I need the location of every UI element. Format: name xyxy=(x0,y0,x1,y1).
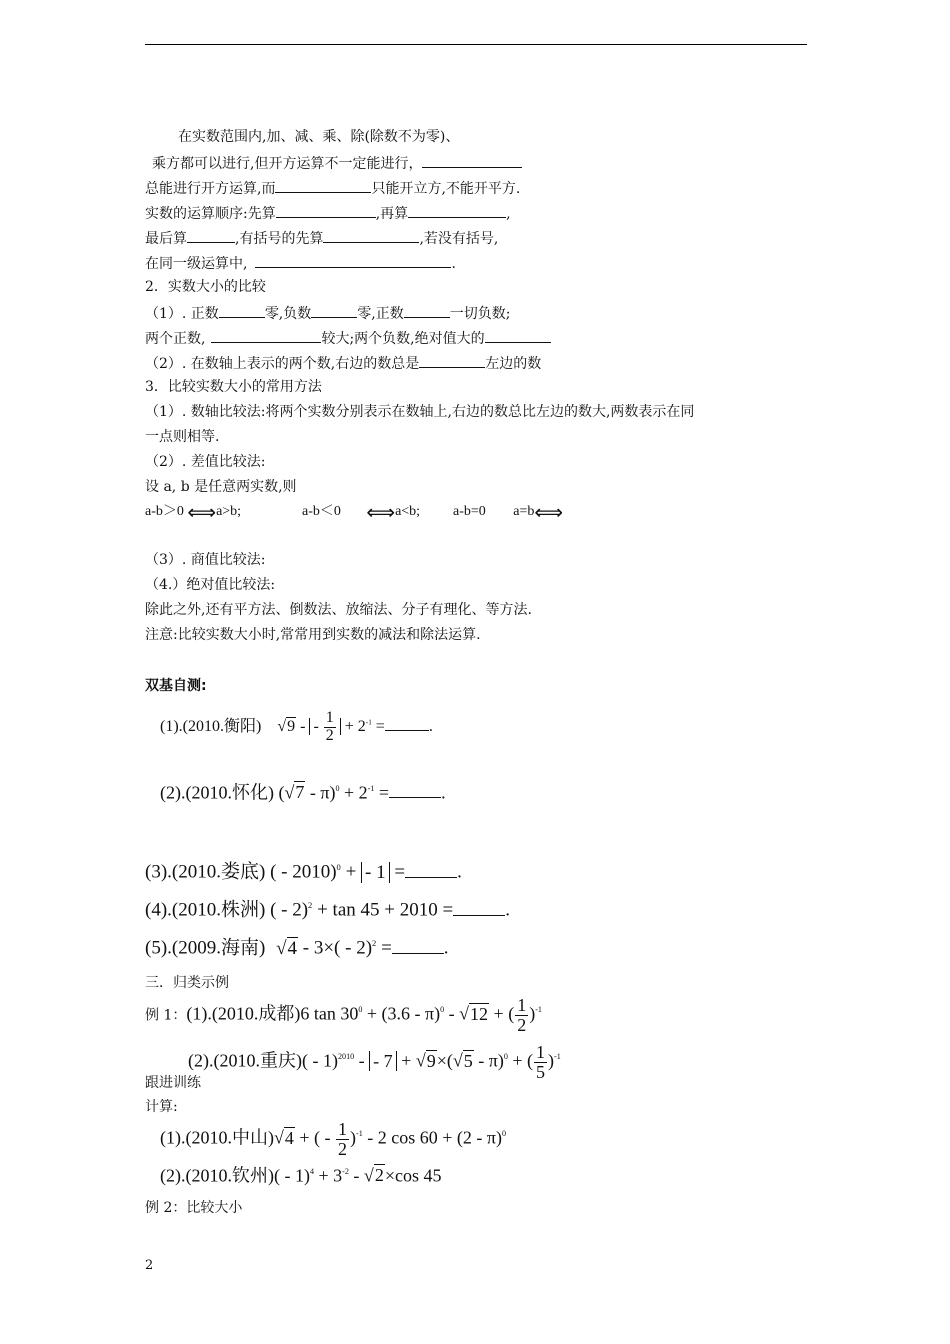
text-line: （1）. 数轴比较法:将两个实数分别表示在数轴上,右边的数总比左边的数大,两数表示在同 xyxy=(145,404,695,420)
equivalence-arrow-icon: ⟺ xyxy=(366,499,396,524)
section-heading: 三．归类示例 xyxy=(145,975,229,991)
text-line: 除此之外,还有平方法、倒数法、放缩法、分子有理化、等方法. xyxy=(145,602,532,618)
comparison-row: a-b＞0 ⟺a>b; xyxy=(145,499,242,524)
text-line: 乘方都可以进行,但开方运算不一定能进行， xyxy=(152,153,522,173)
text-line: 一点则相等. xyxy=(145,429,220,445)
text-line: 在实数范围内,加、减、乘、除(除数不为零)、 xyxy=(178,129,460,145)
comparison-row: a-b＜0 ⟺a<b; xyxy=(302,499,421,524)
exercise-q4: (4).(2010.株洲) ( - 2)$^2$ + tan 45 + 2010 = . xyxy=(145,899,510,921)
text-line: 两个正数, 较大;两个负数,绝对值大的 xyxy=(145,328,551,348)
equivalence-arrow-icon: ⟺ xyxy=(534,499,564,524)
section-heading: 例 2：比较大小 xyxy=(145,1200,243,1216)
text-line: 注意:比较实数大小时,常常用到实数的减法和除法运算. xyxy=(145,627,481,643)
section-heading: 2．实数大小的比较 xyxy=(145,279,266,295)
page-number: 2 xyxy=(145,1258,154,1273)
text-line: 总能进行开方运算,而 只能开立方,不能开平方. xyxy=(145,178,520,198)
example-1-part-2: (2).(2010.重庆)( - 1)$^{2010}$ - - 7 + √9×(√5 - π)$^0$ + ( $\frac{1}{5}$ )$^{-1}$ xyxy=(188,1042,561,1082)
exercise-q5: (5).(2009.海南) √4 - 3×( - 2)$^2$ = . xyxy=(145,937,449,959)
header-rule xyxy=(145,44,807,45)
section-heading: 跟进训练 xyxy=(145,1075,201,1091)
exercise-q1: (1).(2010.衡阳) √9 - - $\frac{1}{2}$ + $2^{-1}$ = . xyxy=(160,709,433,744)
text-line: 最后算 ,有括号的先算 ,若没有括号, xyxy=(145,228,498,248)
section-heading: 双基自测: xyxy=(145,678,207,694)
text-line: （1）. 正数 零,负数 零,正数 一切负数; xyxy=(145,303,510,323)
exercise-q2: (2).(2010.怀化) $(√7 - \pi)^0 + 2^{-1}$ = . xyxy=(160,782,446,803)
equivalence-arrow-icon: ⟺ xyxy=(187,499,217,524)
example-1-part-1: 例 1：(1).(2010.成都)6 $\tan 30^0 + (3.6 - \pi)^0 - √12$ + ( $\frac{1}{2}$ )$^{-1}$ xyxy=(145,995,542,1035)
text-line: 设 a, b 是任意两实数,则 xyxy=(145,479,297,495)
training-1: (1).(2010.中山)√4 + ( - $\frac{1}{2}$ )$^{-1}$ - 2 cos 60 + (2 - π)$^0$ xyxy=(160,1119,507,1159)
training-2: (2).(2010.钦州)( - $1)^4 + 3^{-2} - √2\times\cos$ 45 xyxy=(160,1165,442,1186)
text-line: （4.）绝对值比较法: xyxy=(145,577,276,593)
text-line: 在同一级运算中, . xyxy=(145,253,456,273)
text-line: （2）. 在数轴上表示的两个数,右边的数总是 左边的数 xyxy=(145,353,541,373)
comparison-row: a-b=0 a=b⟺ xyxy=(453,499,564,524)
text-line: 计算: xyxy=(145,1099,178,1115)
text-line: （2）. 差值比较法: xyxy=(145,454,266,470)
text-line: （3）. 商值比较法: xyxy=(145,552,266,568)
exercise-q3: (3).(2010.娄底) ( - 2010)$^0$ + - 1 = . xyxy=(145,861,462,883)
section-heading: 3．比较实数大小的常用方法 xyxy=(145,379,322,395)
text-line: 实数的运算顺序:先算 ,再算 , xyxy=(145,203,511,223)
